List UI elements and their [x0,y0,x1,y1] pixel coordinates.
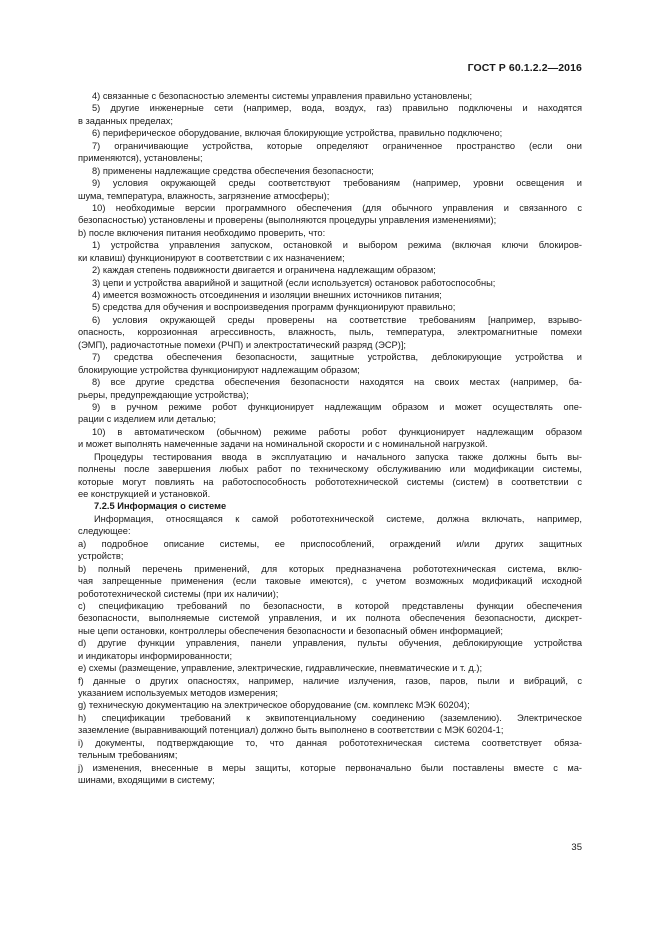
text-line: 5) средства для обучения и воспроизведения программ функционируют правильно; [92,302,456,313]
text-line: ные цепи остановки, контроллеры обеспечения безопасности и безопасный обмен информацией; [78,625,503,636]
text-line: тельным требованиям; [78,750,178,761]
text-line: Процедуры тестирования ввода в эксплуатацию и начального запуска также должны быть вы- [94,451,582,462]
text-line: j) изменения, внесенные в меры защиты, которые первоначально были поставлены вместе с ма- [78,762,582,773]
text-line: шума, температура, влажность, загрязнение атмосферы); [78,190,330,201]
text-line: (ЭМП), радиочастотные помехи (РЧП) и электростатический разряд (ЭСР)]; [78,339,407,350]
text-line: 4) связанные с безопасностью элементы системы управления правильно установлены; [92,91,473,101]
text-line: 6) условия окружающей среды проверены на соответствие требованиям [например, взрыво- [92,314,582,325]
text-line: c) спецификацию требований по безопасности, в которой представлены функции обеспечения [78,600,582,611]
text-line: 9) в ручном режиме робот функционирует надлежащим образом и может осуществлять опе- [92,401,582,412]
text-line: d) другие функции управления, панели управления, пульты обучения, деблокирующие устройства [78,638,582,649]
text-line: 2) каждая степень подвижности двигается и ограничена надлежащим образом; [92,265,436,276]
text-line: в заданных пределах; [78,115,174,126]
text-line: f) данные о других опасностях, например, наличие излучения, газов, паров, пыли и вибраций, с [78,675,582,686]
text-line: безопасностью) установлены и проверены (выполняются процедуры управления изменениями); [78,215,497,226]
text-line: h) спецификации требований к эквипотенциальному соединению (заземлению). Электрическое [78,712,582,723]
text-line: рьеры, предупреждающие устройства); [78,389,249,400]
text-line: b) после включения питания необходимо проверить, что: [78,227,326,238]
text-line: шинами, входящими в систему; [78,775,215,786]
text-line: 10) в автоматическом (обычном) режиме работы робот функционирует надлежащим образом [92,426,582,437]
text-line: 8) применены надлежащие средства обеспечения безопасности; [92,165,374,176]
text-line: 1) устройства управления запуском, остановкой и выбором режима (включая ключи блокиров- [92,240,582,251]
text-line: b) полный перечень применений, для которых предназначена робототехническая система, вклю- [78,563,582,574]
text-line: блокирующие устройства функционируют надлежащим образом; [78,364,360,375]
text-line: применяются), установлены; [78,153,203,164]
page-number: 35 [571,842,582,853]
text-line: 10) необходимые версии программного обеспечения (для обычного управления и связанного с [92,202,582,213]
text-line: безопасности, выполняемые системой управления, и их полнота обеспечения безопасности, дискрет- [78,613,582,624]
text-line: 6) периферическое оборудование, включая блокирующие устройства, правильно подключено; [92,128,503,139]
text-line: e) схемы (размещение, управление, электрические, гидравлические, пневматические и т. д.); [78,663,483,674]
text-line: 8) все другие средства обеспечения безопасности находятся на своих местах (например, ба- [92,377,582,388]
text-line: ки клавиш) функционируют в соответствии с их назначением; [78,252,345,263]
text-line: и индикаторы информированности; [78,650,233,661]
text-line: робототехнической системы (при их наличии); [78,588,279,599]
text-line: полнены после завершения любых работ по техническому обслуживанию или модификации системы, [78,464,582,475]
text-line: рации с изделием или деталью; [78,414,216,425]
text-line: которые могут повлиять на работоспособность робототехнической системы (систем) в соответствии с [78,476,582,487]
text-line: 7) средства обеспечения безопасности, защитные устройства, деблокирующие устройства и [92,352,582,363]
text-line: 9) условия окружающей среды соответствуют требованиям (например, уровни освещения и [92,178,582,189]
text-line: ее конструкцией и установкой. [78,489,211,499]
text-line: a) подробное описание системы, ее приспособлений, ограждений и/или других защитных [78,538,582,549]
text-line: g) техническую документацию на электрическое оборудование (см. комплекс МЭК 60204); [78,700,470,711]
text-line: 7) ограничивающие устройства, которые определяют ограниченное пространство (если они [92,140,582,151]
text-line: и может выполнять намеченные задачи на номинальной скорости и с номинальной нагрузкой. [78,439,488,450]
text-line: 4) имеется возможность отсоединения и изоляции внешних источников питания; [92,290,442,300]
text-line: 5) другие инженерные сети (например, вода, воздух, газ) правильно подключены и находятся [92,103,582,114]
document-body [78,90,582,787]
text-line: Информация, относящаяся к самой робототехнической системе, должна включать, например, [94,513,582,524]
text-line: 3) цепи и устройства аварийной и защитной (если используется) остановок работоспособны; [92,277,496,288]
text-line: устройств; [78,551,124,562]
text-line: i) документы, подтверждающие то, что данная робототехническая система соответствует обяза- [78,737,582,748]
standard-header: ГОСТ Р 60.1.2.2—2016 [467,62,582,74]
text-line: 7.2.5 Информация о системе [94,501,227,512]
text-line: опасность, коррозионная агрессивность, влажность, пыль, температура, электромагнитные помехи [78,327,582,338]
text-line: заземление (выравнивающий потенциал) должно быть выполнено в соответствии с МЭК 60204-1; [78,725,504,736]
text-line: указанием используемых методов измерения; [78,688,278,698]
text-line: следующее: [78,526,131,537]
text-line: чая запрещенные применения (если таковые имеются), с учетом возможных модификаций исходной [78,576,582,587]
